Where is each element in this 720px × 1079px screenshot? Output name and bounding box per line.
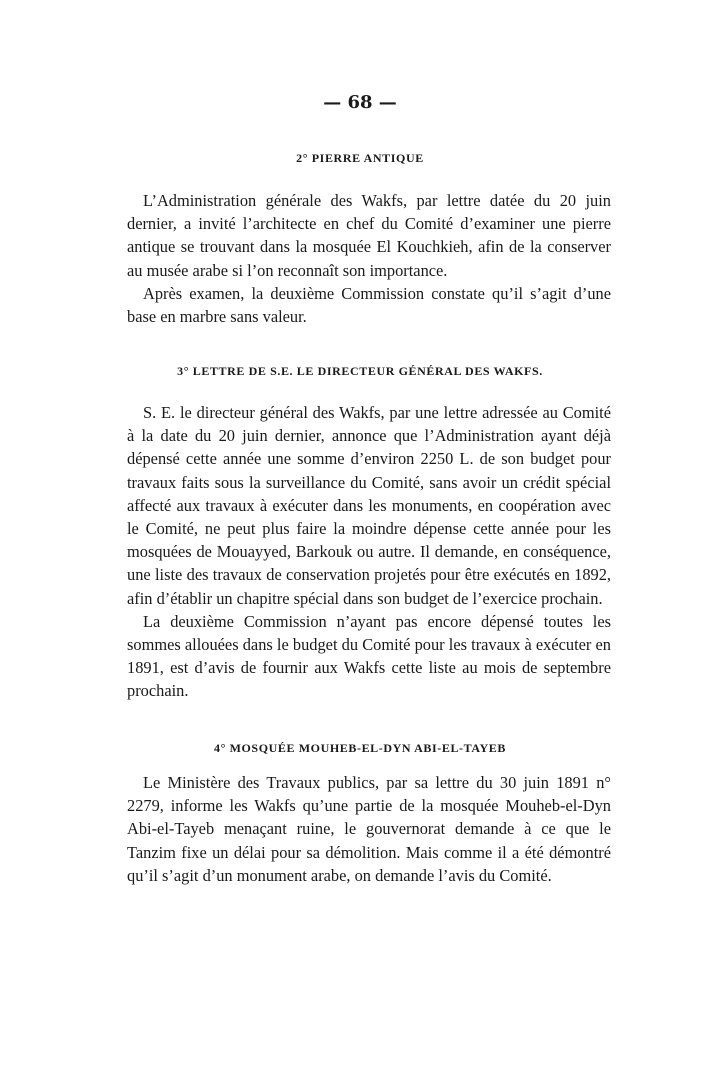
paragraph: L’Administration générale des Wakfs, par lettre datée du 20 juin dernier, a invité l’architecte en chef du Comité d’examiner une pierre antique se trouvant dans la mosquée El Kouchkieh, afin de la conserver au musée arabe si l’on reconnaît son importance.: [127, 191, 611, 280]
paragraph: La deuxième Commission n’ayant pas encore dépensé toutes les sommes allouées dans le budget du Comité pour les travaux à exécuter en 1891, est d’avis de fournir aux Wakfs cette liste au mois de septembre prochain.: [127, 611, 611, 701]
section-body-pierre-antique: [127, 189, 611, 328]
paragraph: Le Ministère des Travaux publics, par sa lettre du 30 juin 1891 n° 2279, informe les Wakfs qu’une partie de la mosquée Mouheb-el-Dyn Abi-el-Tayeb menaçant ruine, le gouvernorat demande à ce que le Tanzim fixe un délai pour sa démolition. Mais comme il a été démontré qu’il s’agit d’un monument arabe, on demande l’avis du Comité.: [127, 773, 611, 885]
page-number: — 68 —: [323, 92, 397, 113]
paragraph: S. E. le directeur général des Wakfs, par une lettre adressée au Comité à la date du 20 juin dernier, annonce que l’Administration ayant déjà dépensé cette année une somme d’environ 2250 L. de son budget pour travaux faits sous la surveillance du Comité, sans avoir un crédit spécial affecté aux travaux à exécuter dans les monuments, en coopération avec le Comité, ne peut plus faire la moindre dépense cette année pour les mosquées de Mouayyed, Barkouk ou autre. Il demande, en conséquence, une liste des travaux de conservation projetés pour être exécutés en 1892, afin d’établir un chapitre spécial dans son budget de l’exercice prochain.: [127, 403, 611, 608]
section-body-lettre-directeur: [127, 401, 611, 703]
paragraph: Après examen, la deuxième Commission constate qu’il s’agit d’une base en marbre sans valeur.: [127, 283, 611, 327]
section-heading-lettre-directeur: 3° LETTRE DE S.E. LE DIRECTEUR GÉNÉRAL DES WAKFS.: [177, 364, 543, 378]
section-heading-pierre-antique: 2° PIERRE ANTIQUE: [296, 151, 424, 165]
section-heading-mosquee-mouheb: 4° MOSQUÉE MOUHEB-EL-DYN ABI-EL-TAYEB: [213, 741, 507, 755]
section-body-mosquee-mouheb: [127, 771, 611, 887]
